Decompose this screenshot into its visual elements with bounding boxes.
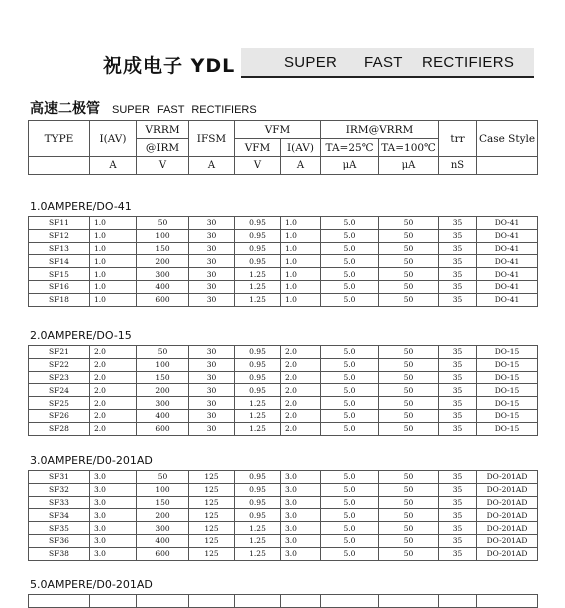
table-row xyxy=(29,384,538,397)
table-cell: 30 xyxy=(189,255,235,268)
table-cell: 300 xyxy=(137,397,189,410)
table-cell: 1.0 xyxy=(90,217,137,230)
table-cell: 3.0 xyxy=(281,534,321,547)
table-row xyxy=(29,268,538,281)
col-vfm-i: I(AV) xyxy=(281,139,321,157)
table-cell: 400 xyxy=(137,409,189,422)
table-cell: DO-41 xyxy=(477,242,538,255)
table-cell: 50 xyxy=(379,483,439,496)
table-cell: 1.0 xyxy=(281,229,321,242)
table-cell: 150 xyxy=(137,242,189,255)
table-cell: 50 xyxy=(379,409,439,422)
table-cell: 50 xyxy=(379,268,439,281)
table-cell: 5.0 xyxy=(321,242,379,255)
table-cell: 5.0 xyxy=(321,409,379,422)
table-cell: 600 xyxy=(137,293,189,306)
table-cell: 5.0 xyxy=(321,346,379,359)
unit-cell: nS xyxy=(439,157,477,175)
table-cell: 35 xyxy=(439,471,477,484)
table-cell: 1.0 xyxy=(281,280,321,293)
table-cell: 0.95 xyxy=(235,509,281,522)
table-cell: 2.0 xyxy=(90,384,137,397)
table-cell: 3.0 xyxy=(90,509,137,522)
table-cell: 35 xyxy=(439,483,477,496)
table-cell: 50 xyxy=(379,346,439,359)
table-cell: 600 xyxy=(137,422,189,435)
brand-title: 祝成电子 YDL xyxy=(103,55,236,77)
part-number-cell: SF36 xyxy=(29,534,90,547)
table-cell: 200 xyxy=(137,255,189,268)
table-cell xyxy=(379,595,439,608)
part-number-cell: SF23 xyxy=(29,371,90,384)
section-table xyxy=(28,470,538,561)
part-number-cell: SF35 xyxy=(29,522,90,535)
table-cell: DO-201AD xyxy=(477,471,538,484)
table-cell: 400 xyxy=(137,280,189,293)
table-cell: DO-201AD xyxy=(477,483,538,496)
col-vrrm-sub: @IRM xyxy=(137,139,189,157)
table-row xyxy=(29,471,538,484)
table-cell: 5.0 xyxy=(321,280,379,293)
part-number-cell: SF32 xyxy=(29,483,90,496)
table-cell: 35 xyxy=(439,229,477,242)
table-cell: 2.0 xyxy=(90,346,137,359)
table-cell: 35 xyxy=(439,422,477,435)
col-case: Case Style xyxy=(477,121,538,157)
page-subtitle xyxy=(30,98,257,118)
table-cell xyxy=(189,595,235,608)
table-cell: 0.95 xyxy=(235,255,281,268)
unit-cell: V xyxy=(235,157,281,175)
table-cell: 3.0 xyxy=(90,483,137,496)
table-cell: 50 xyxy=(137,217,189,230)
table-cell: 50 xyxy=(379,255,439,268)
table-row xyxy=(29,371,538,384)
table-cell: 35 xyxy=(439,496,477,509)
table-cell: 35 xyxy=(439,522,477,535)
table-cell: 1.0 xyxy=(90,242,137,255)
table-cell: 50 xyxy=(379,384,439,397)
table-cell: DO-15 xyxy=(477,409,538,422)
part-number-cell: SF16 xyxy=(29,280,90,293)
col-ifsm: IFSM xyxy=(189,121,235,157)
table-cell: 30 xyxy=(189,397,235,410)
table-cell: 0.95 xyxy=(235,384,281,397)
table-row xyxy=(29,242,538,255)
table-cell: 1.0 xyxy=(90,268,137,281)
table-cell: 2.0 xyxy=(281,358,321,371)
table-cell: 125 xyxy=(189,534,235,547)
table-row xyxy=(29,293,538,306)
table-cell: 35 xyxy=(439,242,477,255)
table-cell: 3.0 xyxy=(90,547,137,560)
table-row xyxy=(29,534,538,547)
table-row xyxy=(29,595,538,608)
banner-word-fast: FAST xyxy=(364,54,403,71)
table-cell: 2.0 xyxy=(90,397,137,410)
section-title: 5.0AMPERE/D0-201AD xyxy=(30,578,153,591)
table-cell: 30 xyxy=(189,217,235,230)
banner-word-rectifiers: RECTIFIERS xyxy=(422,54,515,71)
unit-cell: μA xyxy=(321,157,379,175)
part-number-cell: SF11 xyxy=(29,217,90,230)
table-cell xyxy=(439,595,477,608)
table-cell: DO-41 xyxy=(477,217,538,230)
col-vrrm: VRRM xyxy=(137,121,189,139)
table-cell: 2.0 xyxy=(90,371,137,384)
table-cell xyxy=(321,595,379,608)
table-cell: 30 xyxy=(189,268,235,281)
part-number-cell: SF12 xyxy=(29,229,90,242)
part-number-cell: SF24 xyxy=(29,384,90,397)
table-cell: 1.0 xyxy=(281,293,321,306)
table-cell: 30 xyxy=(189,242,235,255)
table-cell: DO-15 xyxy=(477,371,538,384)
table-cell: 5.0 xyxy=(321,522,379,535)
table-cell: 50 xyxy=(379,371,439,384)
table-cell: 3.0 xyxy=(281,547,321,560)
col-irm-100: TA=100℃ xyxy=(379,139,439,157)
part-number-cell: SF33 xyxy=(29,496,90,509)
table-cell: 1.25 xyxy=(235,522,281,535)
table-cell: 30 xyxy=(189,293,235,306)
table-cell xyxy=(90,595,137,608)
table-cell: 35 xyxy=(439,409,477,422)
table-cell: DO-41 xyxy=(477,255,538,268)
table-row xyxy=(29,547,538,560)
banner-word-super: SUPER xyxy=(284,54,338,71)
section-title: 3.0AMPERE/D0-201AD xyxy=(30,454,153,467)
table-cell: DO-15 xyxy=(477,346,538,359)
table-cell: 2.0 xyxy=(90,422,137,435)
table-cell: DO-201AD xyxy=(477,547,538,560)
table-cell: 100 xyxy=(137,229,189,242)
table-cell xyxy=(281,595,321,608)
table-cell: 0.95 xyxy=(235,471,281,484)
part-number-cell: SF22 xyxy=(29,358,90,371)
table-cell: 35 xyxy=(439,280,477,293)
table-cell: 50 xyxy=(379,509,439,522)
table-cell: 3.0 xyxy=(90,522,137,535)
table-cell: 125 xyxy=(189,509,235,522)
table-cell: 200 xyxy=(137,509,189,522)
table-cell: 2.0 xyxy=(281,397,321,410)
table-cell: 1.25 xyxy=(235,397,281,410)
table-cell: 5.0 xyxy=(321,229,379,242)
unit-case-blank xyxy=(477,157,538,175)
table-cell: 300 xyxy=(137,522,189,535)
table-cell: 35 xyxy=(439,346,477,359)
table-cell: 50 xyxy=(379,293,439,306)
table-cell: 35 xyxy=(439,371,477,384)
table-cell: 200 xyxy=(137,384,189,397)
table-row xyxy=(29,422,538,435)
table-cell: 5.0 xyxy=(321,483,379,496)
table-cell: 2.0 xyxy=(90,409,137,422)
table-cell: 5.0 xyxy=(321,384,379,397)
table-cell: 35 xyxy=(439,547,477,560)
table-cell: 3.0 xyxy=(281,483,321,496)
table-cell: 150 xyxy=(137,496,189,509)
table-cell: 5.0 xyxy=(321,422,379,435)
table-cell: 5.0 xyxy=(321,358,379,371)
table-cell: DO-15 xyxy=(477,397,538,410)
table-cell: 1.25 xyxy=(235,293,281,306)
table-cell: 50 xyxy=(379,496,439,509)
table-cell: 50 xyxy=(379,280,439,293)
spec-header-table xyxy=(28,120,538,175)
table-cell: 5.0 xyxy=(321,255,379,268)
part-number-cell: SF14 xyxy=(29,255,90,268)
table-row xyxy=(29,397,538,410)
table-cell: 1.0 xyxy=(281,255,321,268)
table-cell: DO-201AD xyxy=(477,522,538,535)
table-cell: 150 xyxy=(137,371,189,384)
table-cell: 5.0 xyxy=(321,293,379,306)
unit-cell: A xyxy=(189,157,235,175)
table-row xyxy=(29,229,538,242)
table-cell: 50 xyxy=(379,358,439,371)
table-cell: 2.0 xyxy=(90,358,137,371)
table-cell: 50 xyxy=(379,229,439,242)
table-cell: 35 xyxy=(439,293,477,306)
col-irm-25: TA=25℃ xyxy=(321,139,379,157)
section-table xyxy=(28,594,538,608)
part-number-cell: SF25 xyxy=(29,397,90,410)
table-cell: 3.0 xyxy=(281,471,321,484)
table-cell: 1.0 xyxy=(90,229,137,242)
table-cell: DO-15 xyxy=(477,358,538,371)
part-number-cell: SF34 xyxy=(29,509,90,522)
table-cell: DO-201AD xyxy=(477,509,538,522)
table-cell: 3.0 xyxy=(90,534,137,547)
table-cell: 2.0 xyxy=(281,346,321,359)
part-number-cell: SF13 xyxy=(29,242,90,255)
table-cell: 2.0 xyxy=(281,409,321,422)
table-cell: 5.0 xyxy=(321,217,379,230)
table-cell: 50 xyxy=(137,471,189,484)
table-cell: DO-41 xyxy=(477,280,538,293)
table-cell: 0.95 xyxy=(235,217,281,230)
table-cell: 50 xyxy=(379,471,439,484)
table-cell: 35 xyxy=(439,397,477,410)
table-cell: 50 xyxy=(379,522,439,535)
table-cell: 2.0 xyxy=(281,371,321,384)
table-cell: 5.0 xyxy=(321,268,379,281)
table-cell: DO-41 xyxy=(477,293,538,306)
unit-cell: A xyxy=(281,157,321,175)
table-cell: 300 xyxy=(137,268,189,281)
table-cell: 30 xyxy=(189,422,235,435)
subtitle-cn: 高速二极管 xyxy=(30,101,100,117)
part-number-cell: SF31 xyxy=(29,471,90,484)
table-cell: 35 xyxy=(439,268,477,281)
table-cell: 35 xyxy=(439,509,477,522)
table-row xyxy=(29,509,538,522)
table-cell: 50 xyxy=(379,534,439,547)
table-cell: 0.95 xyxy=(235,371,281,384)
part-number-cell: SF26 xyxy=(29,409,90,422)
table-cell: 1.0 xyxy=(281,268,321,281)
table-cell: 35 xyxy=(439,255,477,268)
table-cell: DO-201AD xyxy=(477,534,538,547)
table-cell: 5.0 xyxy=(321,397,379,410)
table-cell: 30 xyxy=(189,358,235,371)
table-cell: 5.0 xyxy=(321,496,379,509)
table-cell: 1.0 xyxy=(281,217,321,230)
table-cell: 0.95 xyxy=(235,229,281,242)
col-type: TYPE xyxy=(29,121,90,157)
table-cell: 100 xyxy=(137,358,189,371)
table-cell: 50 xyxy=(379,547,439,560)
col-iav: I(AV) xyxy=(90,121,137,157)
table-cell: DO-41 xyxy=(477,229,538,242)
subtitle-en: SUPER FAST RECTIFIERS xyxy=(112,104,257,116)
table-cell: 30 xyxy=(189,371,235,384)
table-cell: 35 xyxy=(439,217,477,230)
part-number-cell: SF15 xyxy=(29,268,90,281)
table-cell: 400 xyxy=(137,534,189,547)
part-number-cell: SF21 xyxy=(29,346,90,359)
part-number-cell: SF18 xyxy=(29,293,90,306)
table-cell: 1.25 xyxy=(235,547,281,560)
table-cell: 50 xyxy=(379,217,439,230)
table-cell: 1.25 xyxy=(235,409,281,422)
table-cell: 0.95 xyxy=(235,358,281,371)
table-cell: 125 xyxy=(189,496,235,509)
table-cell xyxy=(477,595,538,608)
table-cell: 5.0 xyxy=(321,509,379,522)
section-title: 2.0AMPERE/DO-15 xyxy=(30,329,132,342)
table-cell: 3.0 xyxy=(281,509,321,522)
table-row xyxy=(29,522,538,535)
table-cell: 1.25 xyxy=(235,422,281,435)
banner-underline xyxy=(241,76,534,78)
table-cell: 0.95 xyxy=(235,346,281,359)
table-cell: 35 xyxy=(439,534,477,547)
section-table xyxy=(28,216,538,307)
table-cell: 1.25 xyxy=(235,280,281,293)
unit-cell: A xyxy=(90,157,137,175)
table-row xyxy=(29,496,538,509)
table-cell: 3.0 xyxy=(90,471,137,484)
table-cell: 1.0 xyxy=(90,280,137,293)
table-cell: 5.0 xyxy=(321,371,379,384)
table-cell: 35 xyxy=(439,384,477,397)
table-cell: DO-15 xyxy=(477,422,538,435)
section-title: 1.0AMPERE/DO-41 xyxy=(30,200,132,213)
table-row xyxy=(29,346,538,359)
table-row xyxy=(29,280,538,293)
table-cell: 50 xyxy=(137,346,189,359)
table-row xyxy=(29,358,538,371)
table-cell: 5.0 xyxy=(321,547,379,560)
table-cell: 0.95 xyxy=(235,496,281,509)
section-table xyxy=(28,345,538,436)
table-cell: 125 xyxy=(189,547,235,560)
table-cell: 3.0 xyxy=(281,496,321,509)
col-irm: IRM@VRRM xyxy=(321,121,439,139)
table-cell: 50 xyxy=(379,397,439,410)
table-cell: 1.0 xyxy=(90,255,137,268)
table-cell: 3.0 xyxy=(281,522,321,535)
table-cell: 125 xyxy=(189,471,235,484)
table-cell xyxy=(235,595,281,608)
col-trr: trr xyxy=(439,121,477,157)
table-cell xyxy=(29,595,90,608)
unit-type-blank xyxy=(29,157,90,175)
table-cell: 100 xyxy=(137,483,189,496)
table-cell: DO-41 xyxy=(477,268,538,281)
table-cell: DO-201AD xyxy=(477,496,538,509)
table-cell: 125 xyxy=(189,522,235,535)
table-cell: 30 xyxy=(189,409,235,422)
col-vfm: VFM xyxy=(235,121,321,139)
table-cell: DO-15 xyxy=(477,384,538,397)
table-cell: 50 xyxy=(379,422,439,435)
table-cell: 3.0 xyxy=(90,496,137,509)
table-cell: 1.25 xyxy=(235,534,281,547)
table-cell: 2.0 xyxy=(281,384,321,397)
unit-cell: μA xyxy=(379,157,439,175)
table-cell: 0.95 xyxy=(235,483,281,496)
table-cell: 30 xyxy=(189,384,235,397)
unit-cell: V xyxy=(137,157,189,175)
table-cell xyxy=(137,595,189,608)
table-cell: 30 xyxy=(189,229,235,242)
table-row xyxy=(29,255,538,268)
table-cell: 1.0 xyxy=(90,293,137,306)
table-row xyxy=(29,217,538,230)
part-number-cell: SF38 xyxy=(29,547,90,560)
table-row xyxy=(29,483,538,496)
col-vfm-v: VFM xyxy=(235,139,281,157)
table-cell: 5.0 xyxy=(321,534,379,547)
table-cell: 600 xyxy=(137,547,189,560)
table-cell: 30 xyxy=(189,280,235,293)
table-cell: 50 xyxy=(379,242,439,255)
table-cell: 5.0 xyxy=(321,471,379,484)
table-cell: 2.0 xyxy=(281,422,321,435)
table-cell: 1.0 xyxy=(281,242,321,255)
table-cell: 30 xyxy=(189,346,235,359)
table-cell: 125 xyxy=(189,483,235,496)
table-row xyxy=(29,409,538,422)
table-cell: 0.95 xyxy=(235,242,281,255)
table-cell: 35 xyxy=(439,358,477,371)
table-cell: 1.25 xyxy=(235,268,281,281)
part-number-cell: SF28 xyxy=(29,422,90,435)
